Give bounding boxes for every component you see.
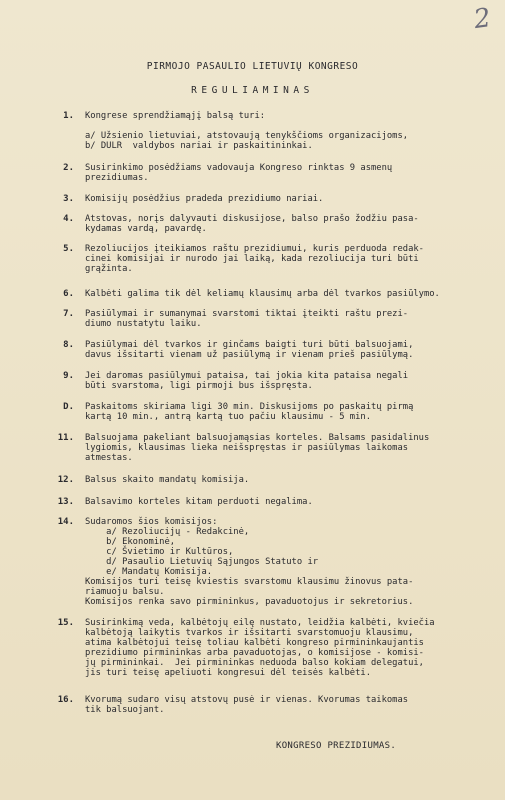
signature-line: KONGRESO PREZIDIUMAS. bbox=[276, 741, 397, 751]
rule-text: Jei daromas pasiūlymui pataisa, tai jokia kita pataisa negali būti svarstoma, ligi pirmoji bus išspręsta. bbox=[85, 371, 409, 391]
rule-text: Pasiūlymai dėl tvarkos ir ginčams baigti turi būti balsuojami, davus išsitarti vienam už pasiūlymą ir vienam prieš pasiūlymą. bbox=[85, 340, 414, 360]
rule-text: Kvorumą sudaro visų atstovų pusė ir vienas. Kvorumas taikomas tik balsuojant. bbox=[85, 695, 409, 715]
rule-number: 12. bbox=[57, 475, 74, 485]
rule-number: 8. bbox=[63, 340, 74, 350]
rule-number: 13. bbox=[57, 497, 74, 507]
rule-text: Balsuojama pakeliant balsuojamąsias korteles. Balsams pasidalinus lygiomis, klausimas lieka neišspręstas ir pasiūlymas laikomas atmestas. bbox=[85, 433, 430, 463]
rule-text: Sudaromos šios komisijos: a/ Rezoliucijų - Redakcinė, b/ Ekonominė, c/ Švietimo ir Kultūros, d/ Pasaulio Lietuvių Sąjungos Statuto ir e/ Mandatų Komisija. Komisijos turi teisę kviestis svarstomu klausimu žinovus pata- riamuoju balsu. Komisijos renka savo pirmininkus, pavaduotojus ir sekretorius. bbox=[85, 517, 414, 607]
rule-number: 1. bbox=[63, 111, 74, 121]
page-number-handwritten: 2 bbox=[472, 2, 494, 36]
rule-text: Balsavimo korteles kitam perduoti negalima. bbox=[85, 497, 313, 507]
rule-number: 11. bbox=[57, 433, 74, 443]
rule-text: Kalbėti galima tik dėl keliamų klausimų arba dėl tvarkos pasiūlymo. bbox=[85, 289, 440, 299]
rule-number: 9. bbox=[63, 371, 74, 381]
rule-number: 15. bbox=[57, 618, 74, 628]
rule-subitems: a/ Užsienio lietuviai, atstovaują tenykščioms organizacijoms, b/ DULR valdybos nariai ir paskaitininkai. bbox=[85, 131, 409, 151]
rule-text: Susirinkimą veda, kalbėtojų eilę nustato, leidžia kalbėti, kviečia kalbėtoją laikytis tvarkos ir išsitarti svarstomuoju klausimu, atima kalbėtojui teisę toliau kalbėti kongreso pirmininkaujantis prezidiumo pirmininkas arba pavaduotojas, o komisijose - komisi- jų pirmininkai. Jei pirmininkas neduoda balso kokiam delegatui, jis turi teisę apeliuoti kongresui dėl teisės kalbėti. bbox=[85, 618, 435, 678]
rule-text: Balsus skaito mandatų komisija. bbox=[85, 475, 250, 485]
document-title: PIRMOJO PASAULIO LIETUVIŲ KONGRESO bbox=[146, 61, 359, 72]
rule-number: 7. bbox=[63, 309, 74, 319]
rule-number: 3. bbox=[63, 194, 74, 204]
document-subtitle: REGULIAMINAS bbox=[191, 85, 314, 96]
rule-number: 4. bbox=[63, 214, 74, 224]
rule-number: 6. bbox=[63, 289, 74, 299]
rule-number: D. bbox=[63, 402, 74, 412]
rule-text: Rezoliucijos įteikiamos raštu prezidiumui, kuris perduoda redak- cinei komisijai ir nurodo jai laiką, kada rezoliucija turi būti grąžinta. bbox=[85, 244, 424, 274]
rule-number: 5. bbox=[63, 244, 74, 254]
rule-text: Kongrese sprendžiamąjį balsą turi: bbox=[85, 111, 266, 121]
rule-number: 16. bbox=[57, 695, 74, 705]
rule-text: Paskaitoms skiriama ligi 30 min. Diskusijoms po paskaitų pirmą kartą 10 min., antrą kartą tuo pačiu klausimu - 5 min. bbox=[85, 402, 414, 422]
rule-text: Atstovas, norįs dalyvauti diskusijose, balso prašo žodžiu pasa- kydamas vardą, pavardę. bbox=[85, 214, 419, 234]
rule-text: Susirinkimo posėdžiams vadovauja Kongreso rinktas 9 asmenų prezidiumas. bbox=[85, 163, 393, 183]
rule-number: 14. bbox=[57, 517, 74, 527]
rule-number: 2. bbox=[63, 163, 74, 173]
rule-text: Pasiūlymai ir sumanymai svarstomi tiktai įteikti raštu prezi- diumo nustatytu laiku. bbox=[85, 309, 409, 329]
rule-text: Komisijų posėdžius pradeda prezidiumo nariai. bbox=[85, 194, 324, 204]
